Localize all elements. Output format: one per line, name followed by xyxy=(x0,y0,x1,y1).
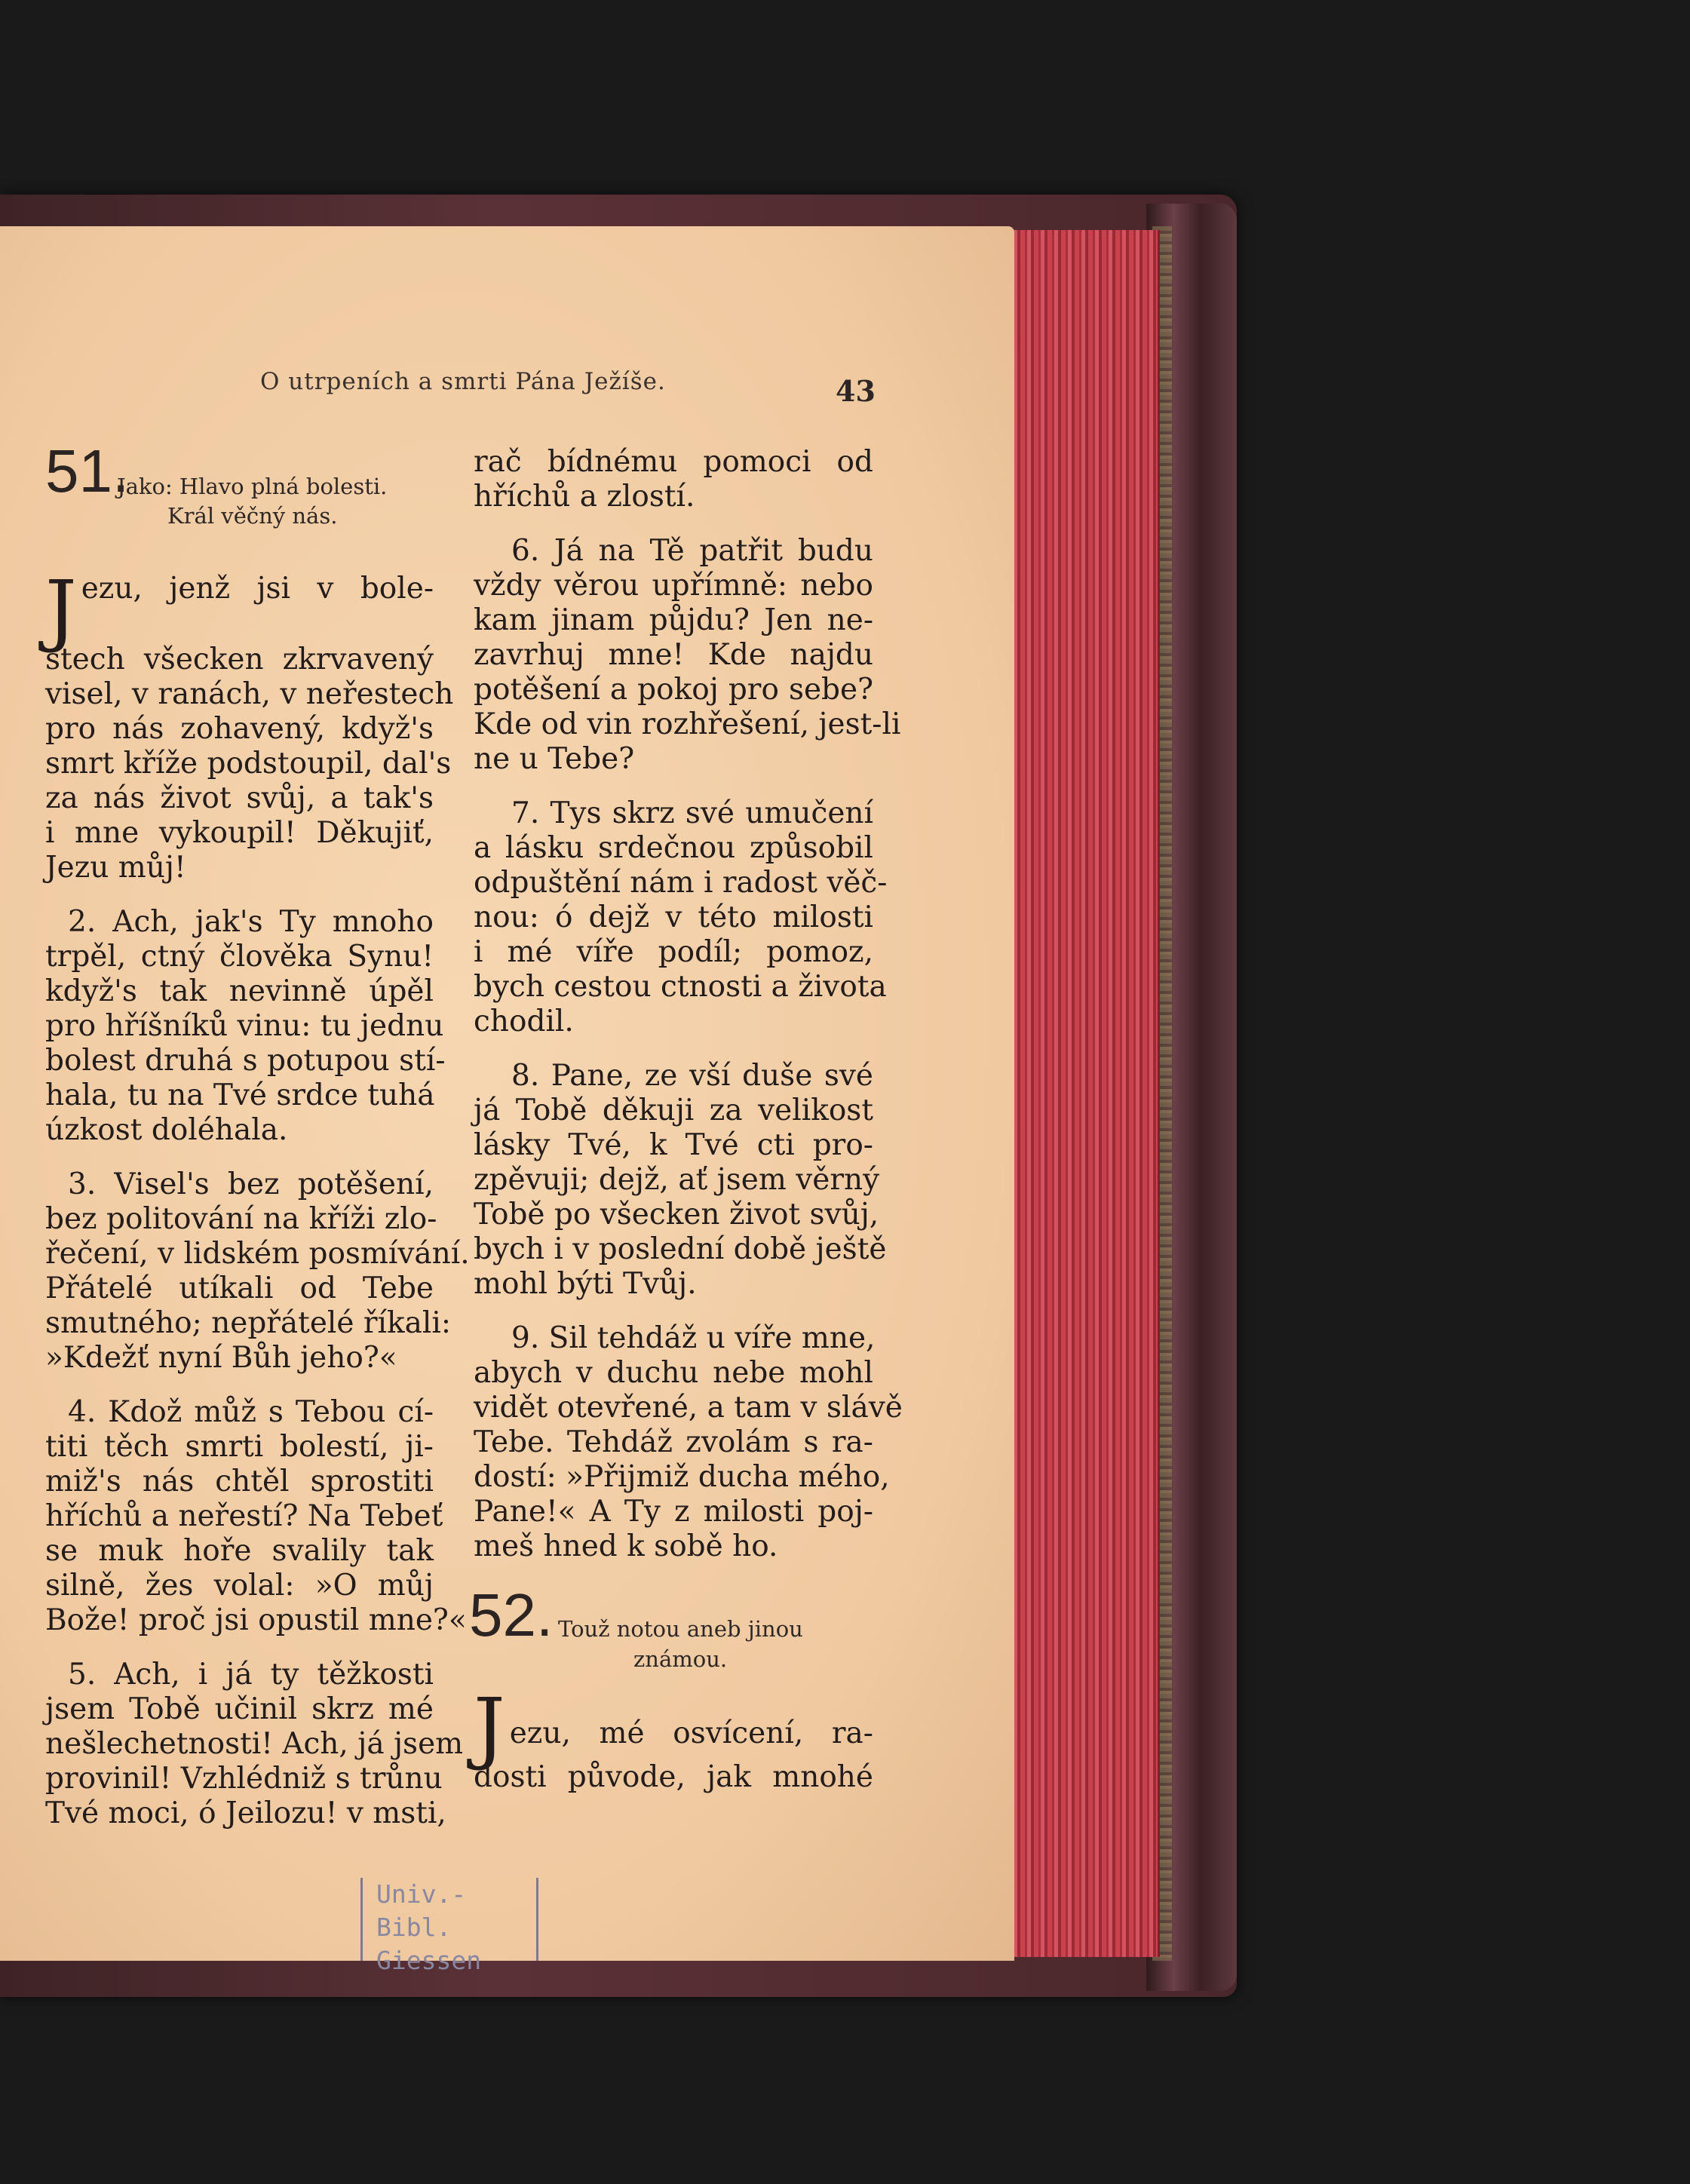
verse-5 xyxy=(45,1658,464,1831)
verse-line: úzkost doléhala. xyxy=(45,1113,288,1147)
hymn-51-tune-line2: Král věčný nás. xyxy=(167,503,338,529)
verse-line: ezu, mé osvícení, ra- xyxy=(509,1716,873,1750)
verse-9 xyxy=(474,1321,903,1564)
verse-6 xyxy=(474,534,901,777)
verse-line: bych i v poslední době ještě xyxy=(474,1232,887,1266)
stamp-line: Giessen xyxy=(376,1946,482,1975)
verse-line: »Kdežť nyní Bůh jeho?« xyxy=(45,1341,397,1375)
verse-7 xyxy=(474,796,888,1039)
hymn-52-tune-line2: známou. xyxy=(633,1646,728,1672)
verse-line: smutného; nepřátelé říkali: xyxy=(45,1306,451,1340)
verse-line: 9. Sil tehdáž u víře mne, xyxy=(511,1321,876,1355)
running-head: O utrpeních a smrti Pána Ježíše. xyxy=(260,368,666,395)
verse-line: stech všecken zkrvavený xyxy=(45,643,434,676)
verse-line: miž's nás chtěl sprostiti xyxy=(45,1465,434,1498)
verse-2 xyxy=(45,905,446,1148)
hymn-52-number: 52. xyxy=(469,1581,554,1649)
verse-line: hala, tu na Tvé srdce tuhá xyxy=(45,1078,435,1112)
verse-line: ne u Tebe? xyxy=(474,742,635,776)
left-column xyxy=(45,563,470,1831)
verse-line: pro hříšníků vinu: tu jednu xyxy=(45,1009,444,1043)
verse-line: hříchů a zlostí. xyxy=(474,480,695,514)
verse-line: abych v duchu nebe mohl xyxy=(474,1356,873,1390)
verse-line: jsem Tobě učinil skrz mé xyxy=(45,1692,434,1726)
verse-line: lásky Tvé, k Tvé cti pro- xyxy=(474,1128,873,1162)
verse-line: Kde od vin rozhřešení, jest-li xyxy=(474,707,901,741)
verse-line: bych cestou ctnosti a života xyxy=(474,970,887,1004)
verse-line: titi těch smrti bolestí, ji- xyxy=(45,1430,434,1464)
verse-line: zpěvuji; dejž, ať jsem věrný xyxy=(474,1163,880,1197)
verse-line: dosti původe, jak mnohé xyxy=(474,1760,873,1794)
verse-4 xyxy=(45,1395,467,1638)
verse-line: Přátelé utíkali od Tebe xyxy=(45,1271,434,1305)
verse-line: nou: ó dejž v této milosti xyxy=(474,900,873,934)
verse-line: visel, v ranách, v neřestech xyxy=(45,677,454,711)
verse-line: 6. Já na Tě patřit budu xyxy=(511,534,873,568)
verse-line: 2. Ach, jak's Ty mnoho xyxy=(68,905,434,939)
verse-line: potěšení a pokoj pro sebe? xyxy=(474,673,873,707)
verse-line: silně, žes volal: »O můj xyxy=(45,1569,434,1603)
verse-line: meš hned k sobě ho. xyxy=(474,1529,778,1563)
verse-line: 5. Ach, i já ty těžkosti xyxy=(68,1658,434,1692)
verse-line: Jezu můj! xyxy=(45,851,186,885)
verse-line: vidět otevřené, a tam v slávě xyxy=(474,1391,903,1425)
verse-line: ezu, jenž jsi v bole- xyxy=(81,572,434,606)
verse-line: kam jinam půjdu? Jen ne- xyxy=(474,603,873,637)
hymn-52-text xyxy=(474,1681,873,1795)
verse-line: bolest druhá s potupou stí- xyxy=(45,1044,446,1078)
verse-line: za nás život svůj, a tak's xyxy=(45,781,434,815)
dropcap: J xyxy=(45,563,77,655)
red-page-edges xyxy=(1007,230,1160,1957)
verse-line: zavrhuj mne! Kde najdu xyxy=(474,638,873,672)
verse-line: 8. Pane, ze vší duše své xyxy=(511,1059,873,1093)
hymn-51-tune-line1: Jako: Hlavo plná bolesti. xyxy=(117,474,388,499)
verse-line: provinil! Vzhlédniž s trůnu xyxy=(45,1762,443,1796)
verse-line: chodil. xyxy=(474,1005,574,1038)
verse-line: Tvé moci, ó Jeilozu! v msti, xyxy=(45,1796,446,1830)
verse-5-continuation xyxy=(474,445,873,514)
library-stamp xyxy=(360,1878,538,1975)
verse-3 xyxy=(45,1167,470,1376)
page-number: 43 xyxy=(836,374,876,408)
verse-line: i mé víře podíl; pomoz, xyxy=(474,935,873,969)
verse-line: dostí: »Přijmiž ducha mého, xyxy=(474,1460,890,1494)
verse-line: vždy věrou upřímně: nebo xyxy=(474,569,873,603)
verse-line: řečení, v lidském posmívání. xyxy=(45,1237,470,1271)
verse-line: bez politování na kříži zlo- xyxy=(45,1202,437,1236)
verse-line: pro nás zohavený, když's xyxy=(45,712,434,746)
verse-line: když's tak nevinně úpěl xyxy=(45,974,434,1008)
verse-line: Bože! proč jsi opustil mne?« xyxy=(45,1603,467,1637)
hymn-51-number: 51. xyxy=(45,437,130,505)
verse-line: trpěl, ctný člověka Synu! xyxy=(45,940,434,974)
verse-line: já Tobě děkuji za velikost xyxy=(474,1094,873,1127)
verse-line: i mne vykoupil! Děkujiť, xyxy=(45,816,434,850)
hymn-52-tune-line1: Touž notou aneb jinou xyxy=(558,1616,803,1642)
verse-1 xyxy=(45,563,454,885)
right-column xyxy=(474,445,903,1564)
verse-line: smrt kříže podstoupil, dal's xyxy=(45,747,452,781)
verse-line: Tebe. Tehdáž zvolám s ra- xyxy=(474,1425,873,1459)
verse-line: mohl býti Tvůj. xyxy=(474,1267,697,1301)
verse-1 xyxy=(474,1681,873,1795)
dropcap: J xyxy=(474,1681,505,1773)
verse-line: Tobě po všecken život svůj, xyxy=(474,1198,879,1232)
verse-line: se muk hoře svalily tak xyxy=(45,1534,434,1568)
verse-line: nešlechetnosti! Ach, já jsem xyxy=(45,1727,464,1761)
verse-line: hříchů a neřestí? Na Tebeť xyxy=(45,1499,443,1533)
verse-line: odpuštění nám i radost věč- xyxy=(474,866,888,900)
stamp-line: Univ.-Bibl. xyxy=(376,1879,467,1942)
verse-line: Pane!« A Ty z milosti poj- xyxy=(474,1495,873,1529)
verse-line: 4. Kdož můž s Tebou cí- xyxy=(68,1395,434,1429)
verse-line: 3. Visel's bez potěšení, xyxy=(68,1167,434,1201)
verse-line: a lásku srdečnou způsobil xyxy=(474,831,873,865)
verse-line: rač bídnému pomoci od xyxy=(474,445,873,479)
verse-8 xyxy=(474,1059,887,1302)
verse-line: 7. Tys skrz své umučení xyxy=(511,796,873,830)
